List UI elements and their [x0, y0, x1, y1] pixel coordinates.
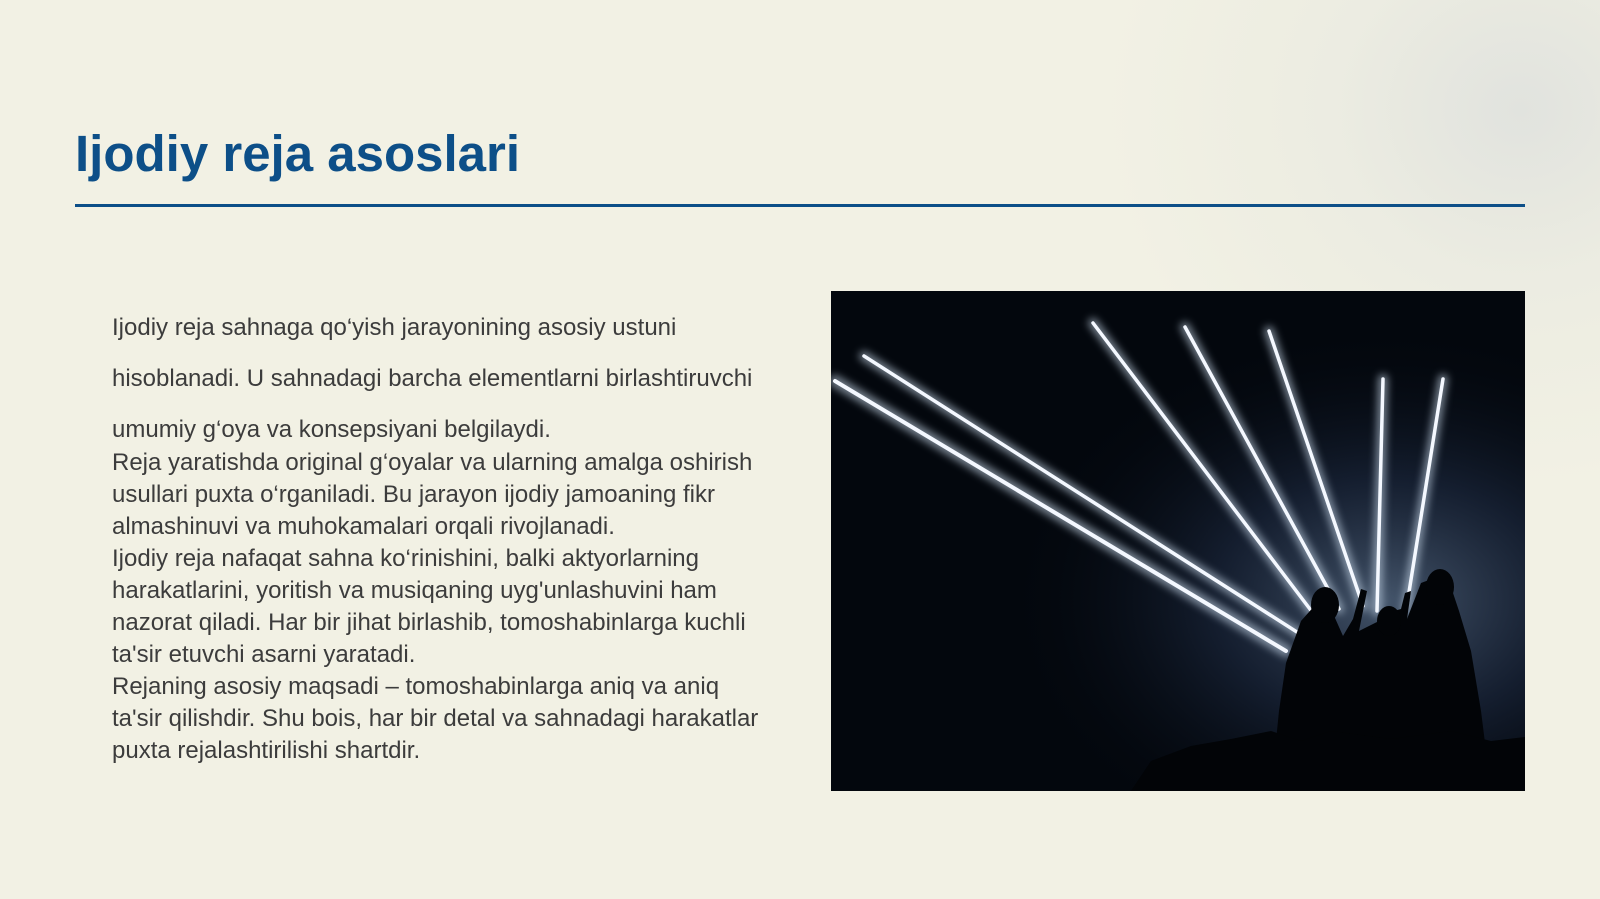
stage-lights-illustration — [831, 291, 1525, 791]
title-underline — [75, 204, 1525, 207]
paragraph-1: Ijodiy reja sahnaga qo‘yish jarayonining asosiy ustuni hisoblanadi. U sahnadagi barcha elementlarni birlashtiruvchi umumiy g‘oya va konsepsiyani belgilaydi. — [112, 314, 753, 443]
paragraph-2: Reja yaratishda original g‘oyalar va ularning amalga oshirish usullari puxta o‘rganiladi. Bu jarayon ijodiy jamoaning fikr almashinuvi va muhokamalari orqali rivojlanadi. — [112, 449, 753, 540]
paragraph-4: Rejaning asosiy maqsadi – tomoshabinlarga aniq va aniq ta'sir qilishdir. Shu bois, har bir detal va sahnadagi harakatlar puxta rejalashtirilishi shartdir. — [112, 673, 759, 764]
body-text — [112, 311, 772, 767]
slide-title: Ijodiy reja asoslari — [75, 125, 521, 182]
paragraph-3: Ijodiy reja nafaqat sahna ko‘rinishini, balki aktyorlarning harakatlarini, yoritish va musiqaning uyg'unlashuvini ham nazorat qiladi. Har bir jihat birlashib, tomoshabinlarga kuchli ta'sir etuvchi asarni yaratadi. — [112, 545, 746, 668]
stage-lights-photo — [831, 291, 1525, 791]
